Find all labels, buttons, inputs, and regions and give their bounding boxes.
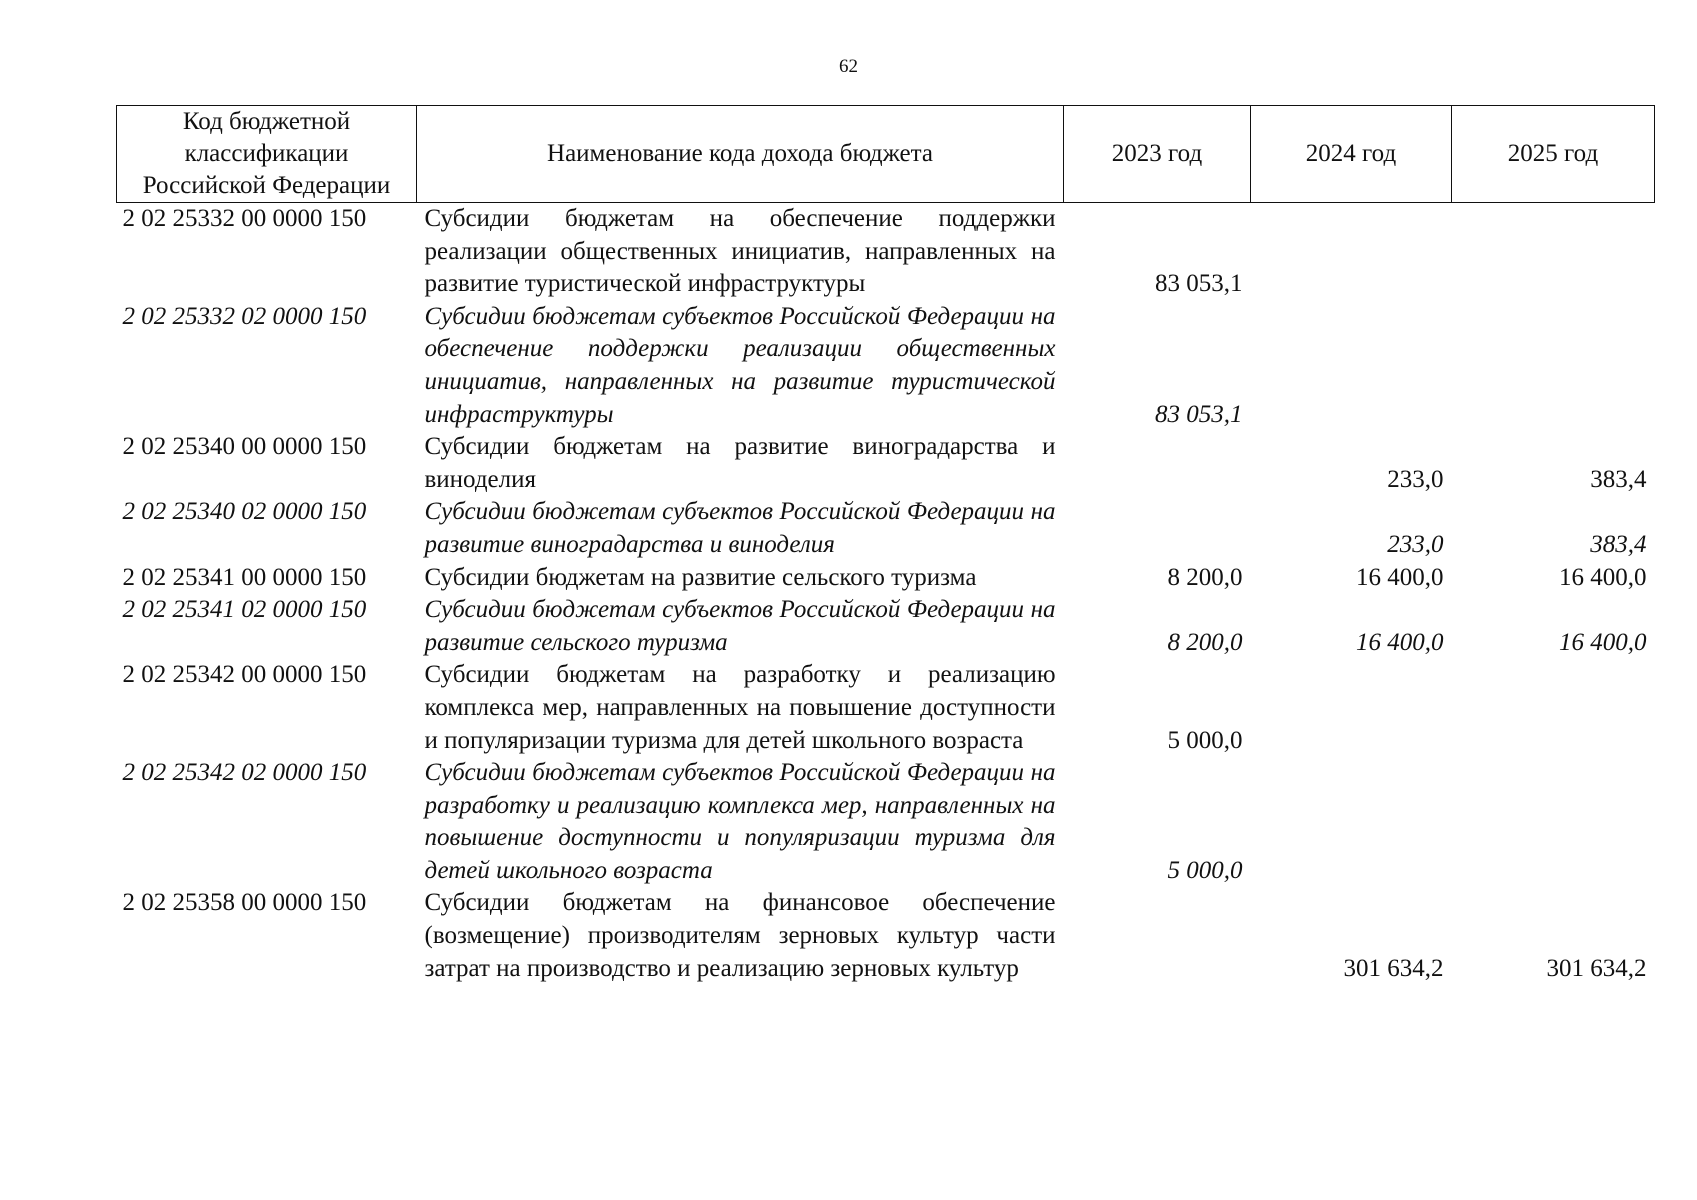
value-2023-cell: 8 200,0 bbox=[1167, 563, 1243, 591]
value-2023-cell: 5 000,0 bbox=[1167, 856, 1243, 884]
table-row bbox=[117, 659, 1655, 757]
value-2025-cell bbox=[1452, 301, 1655, 431]
code-cell: 2 02 25342 02 0000 150 bbox=[122, 759, 367, 787]
value-2023-cell: 8 200,0 bbox=[1167, 628, 1243, 656]
name-cell: Субсидии бюджетам на финансовое обеспечение (возмещение) производителям зерновых культур части затрат на производство и реализацию зерновых культур bbox=[424, 889, 1056, 982]
value-2024-cell bbox=[1251, 757, 1452, 887]
page-number: 62 bbox=[839, 56, 858, 77]
value-2024-cell: 233,0 bbox=[1387, 465, 1444, 493]
name-cell: Субсидии бюджетам субъектов Российской Федерации на обеспечение поддержки реализации общественных инициатив, направленных на развитие туристической инфраструктуры bbox=[424, 302, 1056, 428]
value-2025-cell bbox=[1452, 203, 1655, 301]
code-cell: 2 02 25341 02 0000 150 bbox=[122, 596, 367, 624]
table-row bbox=[117, 594, 1655, 659]
name-cell: Субсидии бюджетам субъектов Российской Федерации на развитие сельского туризма bbox=[424, 596, 1056, 656]
code-cell: 2 02 25341 00 0000 150 bbox=[122, 563, 367, 591]
name-cell: Субсидии бюджетам на развитие виноградарства и виноделия bbox=[424, 433, 1056, 493]
table-row bbox=[117, 562, 1655, 595]
name-cell: Субсидии бюджетам на обеспечение поддержки реализации общественных инициатив, направленных на развитие туристической инфраструктуры bbox=[424, 205, 1056, 298]
header-2025: 2025 год bbox=[1452, 106, 1655, 203]
budget-revenue-table bbox=[116, 105, 1655, 985]
header-name: Наименование кода дохода бюджета bbox=[417, 106, 1064, 203]
table-row bbox=[117, 203, 1655, 301]
code-cell: 2 02 25342 00 0000 150 bbox=[122, 661, 367, 689]
name-cell: Субсидии бюджетам на развитие сельского туризма bbox=[424, 563, 977, 591]
value-2025-cell: 383,4 bbox=[1590, 530, 1647, 558]
value-2024-cell: 233,0 bbox=[1387, 530, 1444, 558]
value-2023-cell bbox=[1064, 887, 1251, 985]
name-cell: Субсидии бюджетам субъектов Российской Федерации на развитие виноградарства и виноделия bbox=[424, 498, 1056, 558]
value-2025-cell: 383,4 bbox=[1590, 465, 1647, 493]
value-2024-cell: 16 400,0 bbox=[1356, 628, 1444, 656]
value-2024-cell: 301 634,2 bbox=[1343, 954, 1444, 982]
value-2023-cell bbox=[1064, 431, 1251, 496]
value-2025-cell: 16 400,0 bbox=[1559, 563, 1647, 591]
name-cell: Субсидии бюджетам субъектов Российской Федерации на разработку и реализацию комплекса мер, направленных на повышение доступности и популяризации туризма для детей школьного возраста bbox=[424, 759, 1056, 884]
value-2025-cell bbox=[1452, 757, 1655, 887]
value-2023-cell: 83 053,1 bbox=[1155, 270, 1243, 298]
code-cell: 2 02 25340 02 0000 150 bbox=[122, 498, 367, 526]
name-cell: Субсидии бюджетам на разработку и реализацию комплекса мер, направленных на повышение доступности и популяризации туризма для детей школьного возраста bbox=[424, 661, 1056, 754]
code-cell: 2 02 25332 00 0000 150 bbox=[122, 205, 367, 232]
table-row bbox=[117, 431, 1655, 496]
value-2024-cell bbox=[1251, 301, 1452, 431]
code-cell: 2 02 25358 00 0000 150 bbox=[122, 889, 367, 917]
header-2023: 2023 год bbox=[1064, 106, 1251, 203]
value-2023-cell bbox=[1064, 496, 1251, 561]
value-2023-cell: 5 000,0 bbox=[1167, 726, 1243, 754]
table-header-row bbox=[117, 106, 1655, 203]
header-code: Код бюджетной классификации Российской Федерации bbox=[117, 106, 417, 203]
table-row bbox=[117, 496, 1655, 561]
code-cell: 2 02 25340 00 0000 150 bbox=[122, 433, 367, 461]
value-2024-cell bbox=[1251, 203, 1452, 301]
value-2023-cell: 83 053,1 bbox=[1155, 400, 1243, 428]
value-2025-cell: 301 634,2 bbox=[1546, 954, 1647, 982]
table-row bbox=[117, 757, 1655, 887]
value-2024-cell: 16 400,0 bbox=[1356, 563, 1444, 591]
code-cell: 2 02 25332 02 0000 150 bbox=[122, 302, 367, 330]
value-2025-cell: 16 400,0 bbox=[1559, 628, 1647, 656]
value-2025-cell bbox=[1452, 659, 1655, 757]
table-body bbox=[117, 203, 1655, 986]
table-row bbox=[117, 887, 1655, 985]
value-2024-cell bbox=[1251, 659, 1452, 757]
table-row bbox=[117, 301, 1655, 431]
header-2024: 2024 год bbox=[1251, 106, 1452, 203]
